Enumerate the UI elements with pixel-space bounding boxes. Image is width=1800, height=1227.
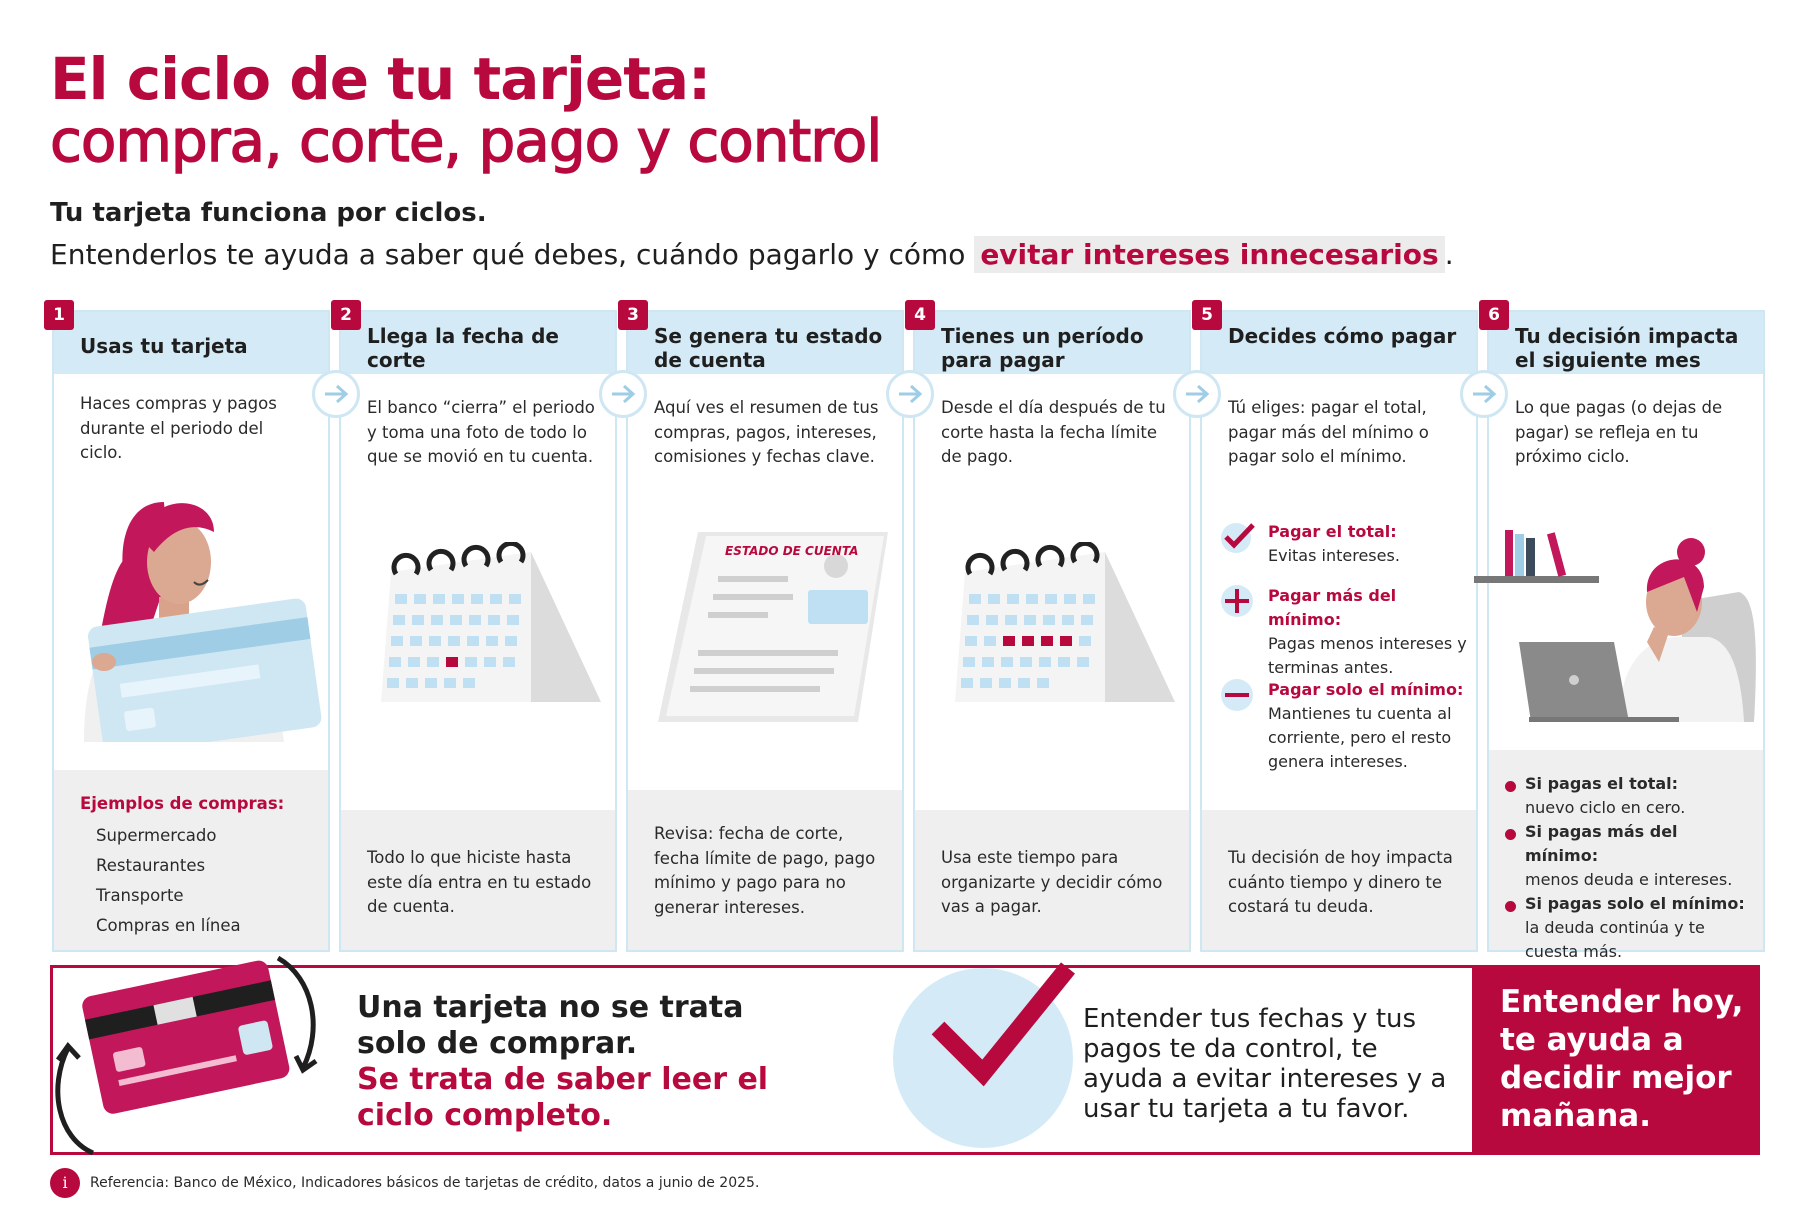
banner-cta: Entender hoy, te ayuda a decidir mejor mañana.: [1472, 965, 1760, 1155]
option-title: Pagar más del mínimo:: [1268, 586, 1397, 629]
big-check-icon: [883, 948, 1083, 1148]
subtitle: Tu tarjeta funciona por ciclos.: [50, 198, 487, 228]
arrow-right-icon: [599, 370, 647, 418]
step-3-card: [626, 305, 904, 952]
woman-with-card-illustration: [74, 472, 334, 742]
check-icon: [1220, 520, 1254, 554]
step-2-card: [339, 305, 617, 952]
description-text: Entenderlos te ayuda a saber qué debes, cuándo pagarlo y cómo: [50, 238, 975, 271]
rotating-card-icon: [13, 938, 343, 1168]
outcome-item: [1489, 892, 1755, 964]
bottom-banner: [50, 965, 1760, 1155]
option-text: Mantienes tu cuenta al corriente, pero el resto genera intereses.: [1268, 704, 1452, 771]
calendar-icon: [955, 542, 1175, 712]
step-title: Tu decisión impacta el siguiente mes: [1489, 312, 1763, 374]
step-number: 3: [618, 300, 648, 330]
banner-message-highlight: Se trata de saber leer el ciclo completo.: [357, 1062, 769, 1133]
woman-at-laptop-illustration: [1469, 512, 1759, 722]
step-title: Se genera tu estado de cuenta: [628, 312, 902, 374]
option-pay-more-than-minimum: [1220, 584, 1470, 680]
minus-icon: [1220, 678, 1254, 712]
step-intro: Aquí ves el resumen de tus compras, pagos, intereses, comisiones y fechas clave.: [654, 398, 879, 466]
step-intro: Lo que pagas (o dejas de pagar) se refleja en tu próximo ciclo.: [1515, 398, 1723, 466]
outcome-item: [1489, 820, 1755, 892]
step-title: Usas tu tarjeta: [54, 312, 328, 374]
list-item: Transporte: [96, 885, 184, 905]
reference-text: Referencia: Banco de México, Indicadores básicos de tarjetas de crédito, datos a junio de 2025.: [90, 1175, 760, 1191]
reference: [50, 1168, 759, 1198]
arrow-right-icon: [1173, 370, 1221, 418]
description-highlight: evitar intereses innecesarios: [974, 236, 1444, 273]
step-intro: Haces compras y pagos durante el periodo del ciclo.: [80, 394, 277, 462]
option-title: Pagar el total:: [1268, 522, 1397, 541]
outcome-title: Si pagas más del mínimo:: [1525, 822, 1678, 865]
list-item: Compras en línea: [96, 915, 241, 935]
step-footer: Revisa: fecha de corte, fecha límite de pago, pago mínimo y pago para no generar intereses.: [628, 790, 902, 950]
step-intro: El banco “cierra” el periodo y toma una foto de todo lo que se movió en tu cuenta.: [367, 398, 595, 466]
step-1-card: [52, 305, 330, 952]
step-title: Llega la fecha de corte: [341, 312, 615, 374]
step-intro: Desde el día después de tu corte hasta la fecha límite de pago.: [941, 398, 1166, 466]
option-pay-total: [1220, 520, 1470, 568]
step-outcomes-panel: [1489, 750, 1763, 961]
option-title: Pagar solo el mínimo:: [1268, 680, 1464, 699]
option-text: Evitas intereses.: [1268, 546, 1400, 565]
document-label: ESTADO DE CUENTA: [725, 544, 859, 558]
step-footer: Todo lo que hiciste hasta este día entra en tu estado de cuenta.: [341, 810, 615, 950]
banner-message: Una tarjeta no se trata solo de comprar.: [357, 990, 744, 1061]
banner-message-right: Entender tus fechas y tus pagos te da control, te ayuda a evitar intereses y a usar tu tarjeta a tu favor.: [1083, 1004, 1447, 1124]
step-number: 5: [1192, 300, 1222, 330]
title-line-1: El ciclo de tu tarjeta:: [50, 45, 711, 113]
description-end: .: [1444, 238, 1454, 271]
description: [50, 238, 1454, 271]
step-number: 2: [331, 300, 361, 330]
list-item: Supermercado: [96, 825, 217, 845]
step-examples-panel: [54, 770, 328, 950]
calendar-icon: [381, 542, 601, 712]
step-intro: Tú eliges: pagar el total, pagar más del mínimo o pagar solo el mínimo.: [1228, 398, 1429, 466]
arrow-right-icon: [312, 370, 360, 418]
step-6-card: [1487, 305, 1765, 961]
outcome-text: nuevo ciclo en cero.: [1525, 798, 1686, 817]
step-4-card: [913, 305, 1191, 952]
step-footer: Usa este tiempo para organizarte y decidir cómo vas a pagar.: [915, 810, 1189, 950]
outcome-title: Si pagas solo el mínimo:: [1525, 894, 1745, 913]
plus-icon: [1220, 584, 1254, 618]
list-item: Restaurantes: [96, 855, 206, 875]
step-title: Tienes un período para pagar: [915, 312, 1189, 374]
option-text: Pagas menos intereses y terminas antes.: [1268, 634, 1467, 677]
page-title: [50, 45, 882, 175]
examples-list: [80, 821, 312, 941]
outcome-text: la deuda continúa y te cuesta más.: [1525, 918, 1705, 961]
step-number: 1: [44, 300, 74, 330]
account-statement-document-icon: [658, 532, 888, 732]
outcome-text: menos deuda e intereses.: [1525, 870, 1733, 889]
examples-title: Ejemplos de compras:: [80, 794, 285, 813]
step-title: Decides cómo pagar: [1202, 312, 1476, 374]
step-number: 6: [1479, 300, 1509, 330]
info-icon: i: [50, 1168, 80, 1198]
step-5-card: [1200, 305, 1478, 952]
arrow-right-icon: [1460, 370, 1508, 418]
step-footer: Tu decisión de hoy impacta cuánto tiempo y dinero te costará tu deuda.: [1202, 810, 1476, 950]
outcome-title: Si pagas el total:: [1525, 774, 1679, 793]
title-line-2: compra, corte, pago y control: [50, 107, 882, 175]
arrow-right-icon: [886, 370, 934, 418]
step-number: 4: [905, 300, 935, 330]
option-pay-minimum: [1220, 678, 1470, 774]
outcome-item: [1489, 772, 1755, 820]
